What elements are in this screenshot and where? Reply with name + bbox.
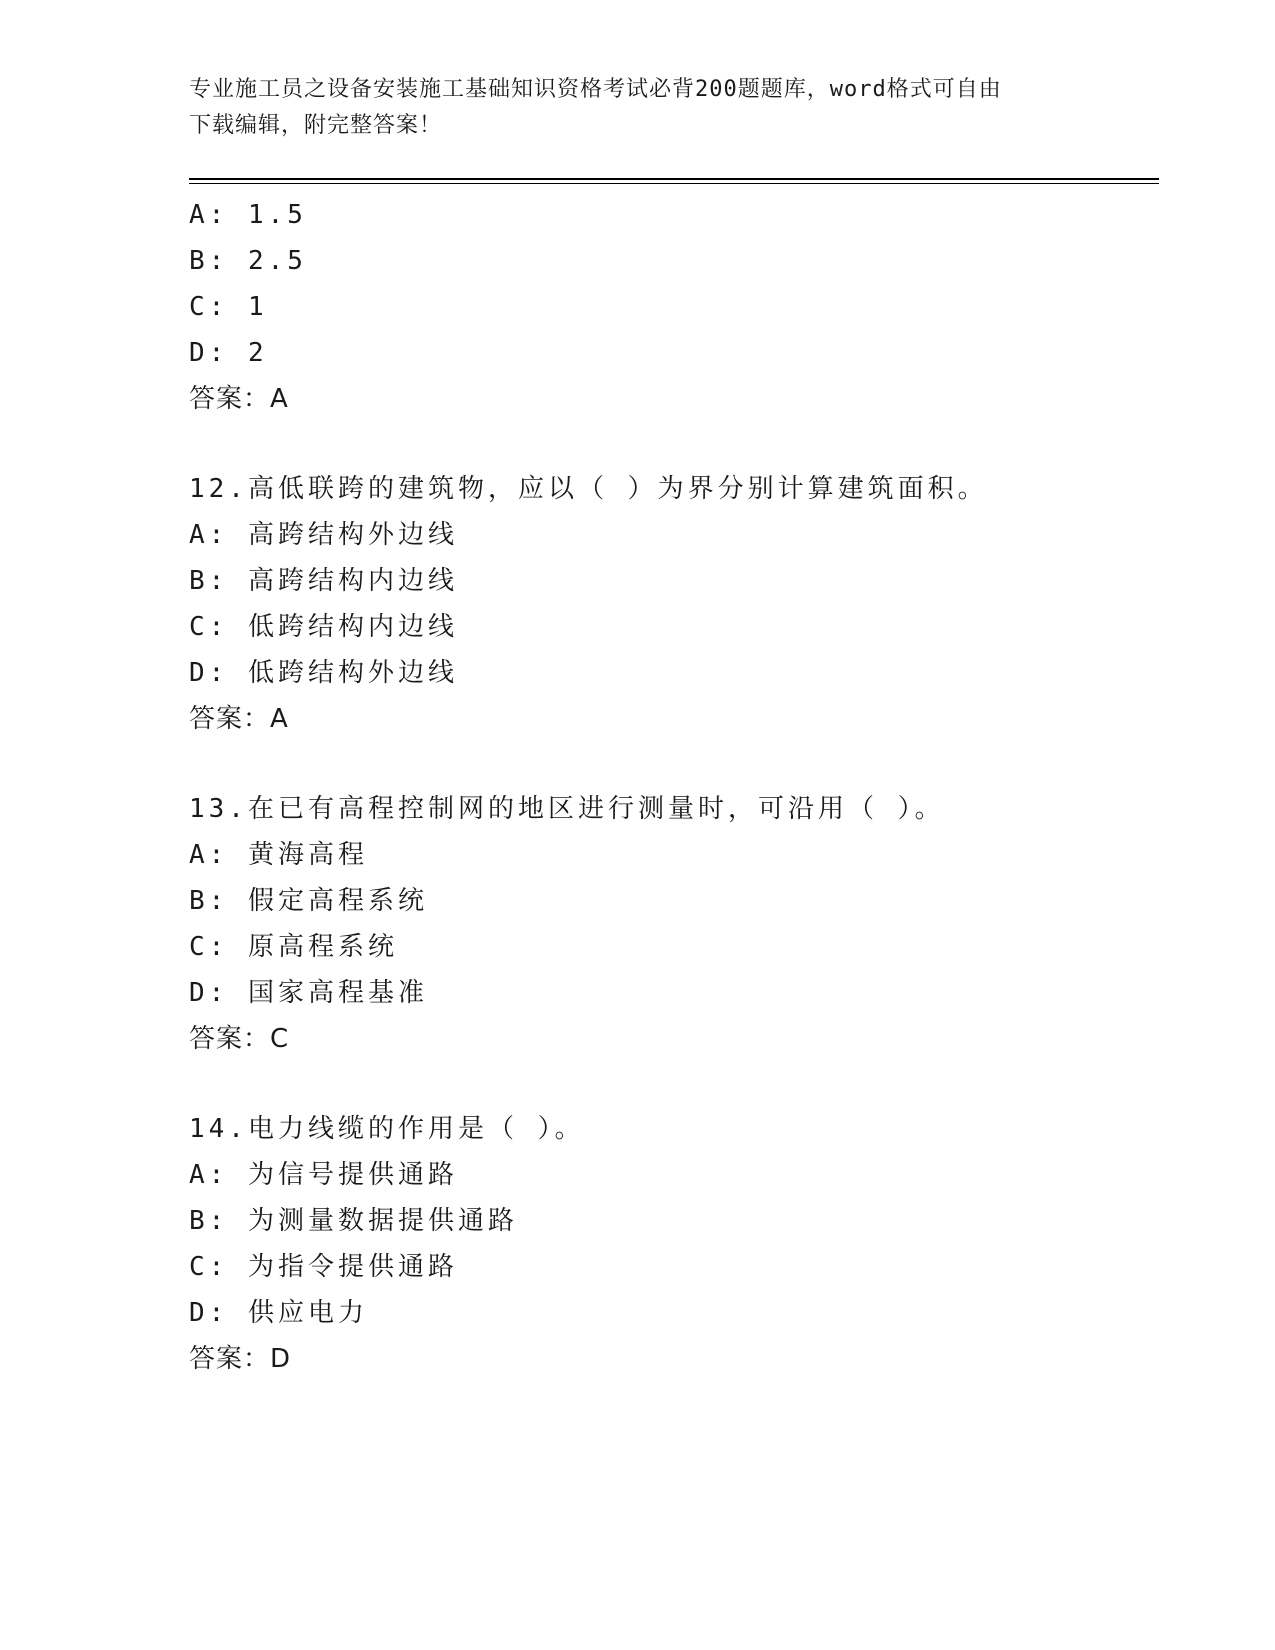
- spacer: [189, 1062, 1149, 1106]
- spacer: [189, 742, 1149, 786]
- question-12: [189, 466, 1149, 742]
- option-b: B: 假定高程系统: [189, 886, 428, 916]
- answer-line: 答案：A: [189, 384, 289, 414]
- answer-line: 答案：C: [189, 1024, 290, 1054]
- option-a: A: 为信号提供通路: [189, 1160, 458, 1190]
- option-d: D: 供应电力: [189, 1298, 368, 1328]
- header-line-1: 专业施工员之设备安装施工基础知识资格考试必背200题题库，word格式可自由: [189, 77, 1002, 102]
- header-divider: [189, 178, 1159, 180]
- question-14: [189, 1106, 1149, 1382]
- question-stem: 13.在已有高程控制网的地区进行测量时，可沿用（ ）。: [189, 794, 945, 824]
- question-13: [189, 786, 1149, 1062]
- option-d: D: 2: [189, 338, 268, 368]
- option-c: C: 为指令提供通路: [189, 1252, 458, 1282]
- option-a: A: 1.5: [189, 200, 307, 230]
- option-d: D: 国家高程基准: [189, 978, 428, 1008]
- option-b: B: 高跨结构内边线: [189, 566, 458, 596]
- header-line-2: 下载编辑，附完整答案！: [189, 113, 443, 138]
- document-header: [189, 72, 1089, 144]
- answer-line: 答案：D: [189, 1344, 292, 1374]
- option-c: C: 原高程系统: [189, 932, 398, 962]
- option-a: A: 高跨结构外边线: [189, 520, 458, 550]
- spacer: [189, 422, 1149, 466]
- question-list: [189, 192, 1149, 1382]
- answer-line: 答案：A: [189, 704, 289, 734]
- question-stem: 12.高低联跨的建筑物，应以（ ）为界分别计算建筑面积。: [189, 474, 988, 504]
- option-c: C: 低跨结构内边线: [189, 612, 458, 642]
- question-11: [189, 192, 1149, 422]
- option-d: D: 低跨结构外边线: [189, 658, 458, 688]
- option-a: A: 黄海高程: [189, 840, 368, 870]
- header-divider-thin: [189, 183, 1159, 184]
- option-b: B: 2.5: [189, 246, 307, 276]
- option-c: C: 1: [189, 292, 268, 322]
- option-b: B: 为测量数据提供通路: [189, 1206, 518, 1236]
- question-stem: 14.电力线缆的作用是（ ）。: [189, 1114, 585, 1144]
